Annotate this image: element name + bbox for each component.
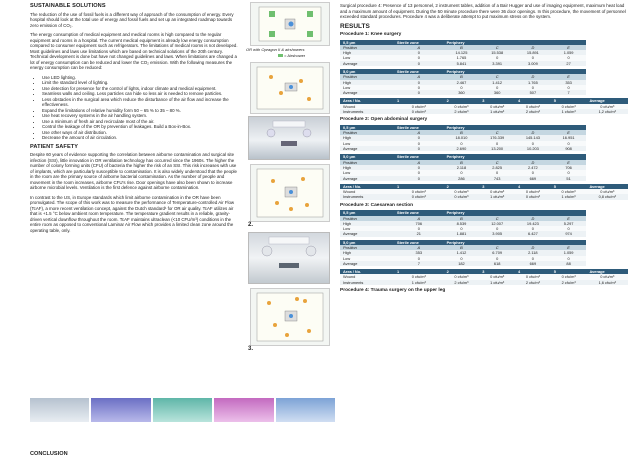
right-column — [340, 0, 630, 296]
or-photo-1 — [248, 116, 330, 160]
table-row: Instruments 1 cfu/m³ 2 cfu/m³ 1 cfu/m³ 2 cfu/m³ 2 cfu/m³ 1,6 cfu/m³ — [340, 280, 628, 285]
para-europe: In contrast to the US, in Europe standards which limit airborne contamination in the OR have been promulgated. The scope of this work was to measure the performance of Temperature-controlled Air Flow (TcAF), a more recent ventilation concept, against the Dutch standard¹ for OR air quality. TcAF utilizes air that is +1.5 °C below ambient room temperature. The temperature gradient results in a reliable, gravity-driven vertical downflow throughout the room. TcAF maintains ultraclean (<10 CFU/m³) conditions in the entire room as opposed to conventional Laminar Air Flow which provides a limited clean zone around the operating table, only. — [30, 194, 235, 233]
or-scheme-4 — [250, 288, 330, 346]
para-evidence: Despite 60 years of evidence supporting the correlation between airborne contamination and surgical site infection (SSI), little innovation in OR ventilation technology has occurred since the 1960s. The higher the number of colony forming units (CFU) of bacteria the higher the risk of an SSI. This risk increases with use of implants, which are particularly susceptible to contamination. It is also widely understood that the people in the room are the primary source of airborne bacterial contamination. As the number of people and movement in the room increases, airborne CFU's rise. Door openings have also been shown to increase airborne microbial levels. Ventilation is the first defence against airborne contamination. — [30, 152, 237, 190]
list-item: • Use a minimum of fresh air and recirculate most of the air. — [42, 119, 240, 125]
list-item: • Expand the limitations of relative humidity form 50 – 65 % to 35 – 80 %. — [42, 108, 240, 114]
scheme-caption: OR with Opragon II & airshowers — [246, 47, 305, 52]
heading-procedure-2: Procedure 2: Open abdominal surgery — [340, 117, 428, 123]
airshower-swatch-icon — [278, 54, 283, 57]
table-cell: E — [551, 45, 587, 50]
table-row: High 353 1.412 6.709 2.118 1.059 — [340, 250, 628, 255]
or-layout-icon — [251, 63, 329, 113]
list-item: • Limit the standard level of lighting. — [42, 80, 240, 86]
table-row: Instruments 0 cfu/m³ 2 cfu/m³ 1 cfu/m³ 2 cfu/m³ 1 cfu/m³ 1,2 cfu/m³ — [340, 109, 628, 114]
table-cell: B — [444, 45, 480, 50]
list-item: • Decrease the amount of air circulation. — [42, 135, 240, 141]
operating-room-icon — [249, 233, 329, 283]
or-layout-icon — [251, 165, 329, 221]
header-cell: Periphery — [444, 40, 587, 45]
table-row: Low 0 0 0 0 0 — [340, 141, 628, 146]
figure-number-2: 2. — [248, 222, 254, 228]
table-row: Average 0 360 360 507 7 — [340, 90, 628, 95]
heading-sustainable: SUSTAINABLE SOLUTIONS — [30, 3, 106, 9]
table-row: Average 0 5.841 3.391 3.009 27 — [340, 61, 628, 66]
middle-column — [244, 0, 336, 460]
table-row: Wound 0 cfu/m³ 0 cfu/m³ 0 cfu/m³ 0 cfu/m³ 0 cfu/m³ 0 cfu/m³ — [340, 104, 628, 109]
header-cell: 5,0 μm — [340, 69, 394, 74]
or-photo-strip — [30, 398, 335, 422]
heading-patient-safety: PATIENT SAFETY — [30, 143, 79, 150]
table-row: Low 0 0 0 0 0 — [340, 170, 628, 175]
list-item: • Use LED lighting. — [42, 75, 240, 81]
table-row: Low 0 0 0 0 0 — [340, 256, 628, 261]
table-row: Average 21 1.881 3.905 6.427 974 — [340, 231, 628, 236]
or-photo-thumb — [30, 398, 89, 422]
table-procedure-1: 0,5 μm Sterile zone Periphery Position A B C D E High 0 14.125 15.538 15.891 1.059 Low 0 1.765 0 0 0 Average 0 5.841 3.391 3.009 27 5,0 μm Sterile zone Periphery Position A B C D E High 0 2.467 1.412 1.765 353 Low 0 0 0 0 0 Average 0 360 360 507 7 Area / No. 1 2 3 4 5 Average Wound 0 cfu/m³ 0 cfu/m³ 0 cfu/m³ 0 cfu/m³ 0 cfu/m³ 0 cfu/m³ Instruments 0 cfu/m³ 2 cfu/m³ 1 cfu/m³ 2 cfu/m³ 1 cfu/m³ 1,2 cfu/m³ — [340, 40, 628, 115]
list-item: • Use detection for presence for the control of lights, indoor climate and medical equipment. — [42, 86, 240, 92]
list-item: • Use other ways of air distribution. — [42, 130, 240, 136]
list-item: • Control the leakage of the OR by prevention of leakages. Build a Box-in-Box. — [42, 124, 240, 130]
operating-room-icon — [249, 117, 329, 159]
table-cell: D — [515, 45, 551, 50]
table-row: Wound 0 cfu/m³ 0 cfu/m³ 0 cfu/m³ 0 cfu/m³ 0 cfu/m³ 0 cfu/m³ — [340, 189, 628, 194]
airshower-legend — [278, 53, 305, 58]
table-row: High 706 8.539 12.007 19.423 5.297 — [340, 221, 628, 226]
or-scheme-3 — [250, 164, 330, 222]
or-photo-thumb — [214, 398, 273, 422]
or-layout-icon — [251, 3, 329, 45]
header-cell: Sterile zone — [394, 40, 444, 45]
or-scheme-2 — [250, 62, 330, 114]
table-row: High 0 2.118 2.825 2.472 706 — [340, 165, 628, 170]
legend-text: = Airshower — [284, 53, 306, 58]
table-cell: C — [479, 45, 515, 50]
or-photo-thumb — [276, 398, 335, 422]
heading-procedure-4: Procedure 4: Trauma surgery on the upper leg — [340, 288, 446, 294]
heading-procedure-3: Procedure 3: Caesarean section — [340, 202, 414, 208]
para-procedure-4: Surgical procedure 4: Presence of 13 personnel, 2 instrument tables, addition of a Bair Hugger and use of imaging equipment, maximum heat load and a maximum amount of equipment. During the 50 minute procedure there were 36 door openings. In this procedure, the movement of personnel exceeded standard procedures. Procedure 4 was a deliberate attempt to put maximum stress on the system. — [340, 3, 626, 19]
or-layout-icon — [251, 289, 329, 345]
table-row: Average 0 2.690 13.200 10.203 908 — [340, 146, 628, 151]
table-row: High 0 18.010 176.339 145.143 16.951 — [340, 135, 628, 140]
para-energy: The energy consumption of medical equipment and medical rooms is high compared to the regular equipment and rooms in a hospital. The current medical equipment is already low energy consumption compared to consumer equipment such as refrigerators. The limitations of medical rooms is not developed. Most guidelines and laws use limitations which are based on technical solutions of the 20th century. Technical development is done but have not changed guidelines and laws. When limitations are changed a lot of energy consumption can be reduced and lower the CO₂ emission. With the following measures the energy consumption can be reduced: — [30, 32, 238, 70]
table-procedure-3: 0,5 μm Sterile zone Periphery Position A B C D E High 706 8.539 12.007 19.423 5.297 Low 0 0 0 0 0 Average 21 1.881 3.905 6.427 974 5,0 μm Sterile zone Periphery Position A B C D E High 353 1.412 6.709 2.118 1.059 Low 0 0 0 0 0 Average 7 182 618 669 88 Area / No. 1 2 3 4 5 Average Wound 0 cfu/m³ 0 cfu/m³ 0 cfu/m³ 0 cfu/m³ 0 cfu/m³ 0 cfu/m³ Instruments 1 cfu/m³ 2 cfu/m³ 1 cfu/m³ 2 cfu/m³ 2 cfu/m³ 1,6 cfu/m³ — [340, 210, 628, 285]
or-scheme-1 — [250, 2, 330, 46]
list-item: • Use heat recovery systems in the air handling system. — [42, 113, 240, 119]
or-photo-thumb — [153, 398, 212, 422]
list-item: • Seamless walls and ceiling. Less particles can hide so less air is needed to remove particles. — [42, 91, 240, 97]
table-row: High 0 14.125 15.538 15.891 1.059 — [340, 50, 628, 55]
or-photo-2 — [248, 232, 330, 284]
left-column — [30, 4, 240, 237]
header-cell: Periphery — [444, 69, 587, 74]
table-row: Low 0 0 0 0 0 — [340, 226, 628, 231]
figure-number-3: 3. — [248, 346, 254, 352]
table-cell: Position — [340, 45, 394, 50]
table-row: Instruments 0 cfu/m³ 0 cfu/m³ 1 cfu/m³ 0 cfu/m³ 1 cfu/m³ 0,8 cfu/m³ — [340, 194, 628, 199]
table-row: Average 7 182 618 669 88 — [340, 261, 628, 266]
table-row: Wound 0 cfu/m³ 0 cfu/m³ 0 cfu/m³ 0 cfu/m³ 0 cfu/m³ 0 cfu/m³ — [340, 274, 628, 279]
header-cell: Sterile zone — [394, 69, 444, 74]
table-row: Low 0 1.765 0 0 0 — [340, 55, 628, 60]
list-item: • Less obstacles in the surgical area which reduce the disturbance of the air flow and increase the effectiveness. — [42, 97, 240, 108]
or-photo-thumb — [91, 398, 150, 422]
heading-procedure-1: Procedure 1: Knee surgery — [340, 32, 402, 37]
table-procedure-2: 0,5 μm Sterile zone Periphery Position A B C D E High 0 18.010 176.339 145.143 16.951 Low 0 0 0 0 0 Average 0 2.690 13.200 10.203 908 5,0 μm Sterile zone Periphery Position A B C D E High 0 2.118 2.825 2.472 706 Low 0 0 0 0 0 Average 0 286 743 669 51 Area / No. 1 2 3 4 5 Average Wound 0 cfu/m³ 0 cfu/m³ 0 cfu/m³ 0 cfu/m³ 0 cfu/m³ 0 cfu/m³ Instruments 0 cfu/m³ 0 cfu/m³ 1 cfu/m³ 0 cfu/m³ 1 cfu/m³ 0,8 cfu/m³ — [340, 125, 628, 200]
para-fossil: The reduction of the use of fossil fuels is a different way of approach of the consumption of energy. Every hospital should look at the total use of energy and fossil fuels and set up an integrated roadmap towards zero emission of CO₂. — [30, 11, 234, 28]
table-row: Average 0 286 743 669 51 — [340, 176, 628, 181]
heading-conclusion: CONCLUSION — [30, 451, 68, 457]
header-cell: 0,5 μm — [340, 40, 394, 45]
table-row: High 0 2.467 1.412 1.765 353 — [340, 80, 628, 85]
table-cell: A — [394, 45, 444, 50]
measures-list — [30, 75, 240, 141]
table-row: Low 0 0 0 0 0 — [340, 85, 628, 90]
heading-results: RESULTS — [340, 22, 370, 30]
